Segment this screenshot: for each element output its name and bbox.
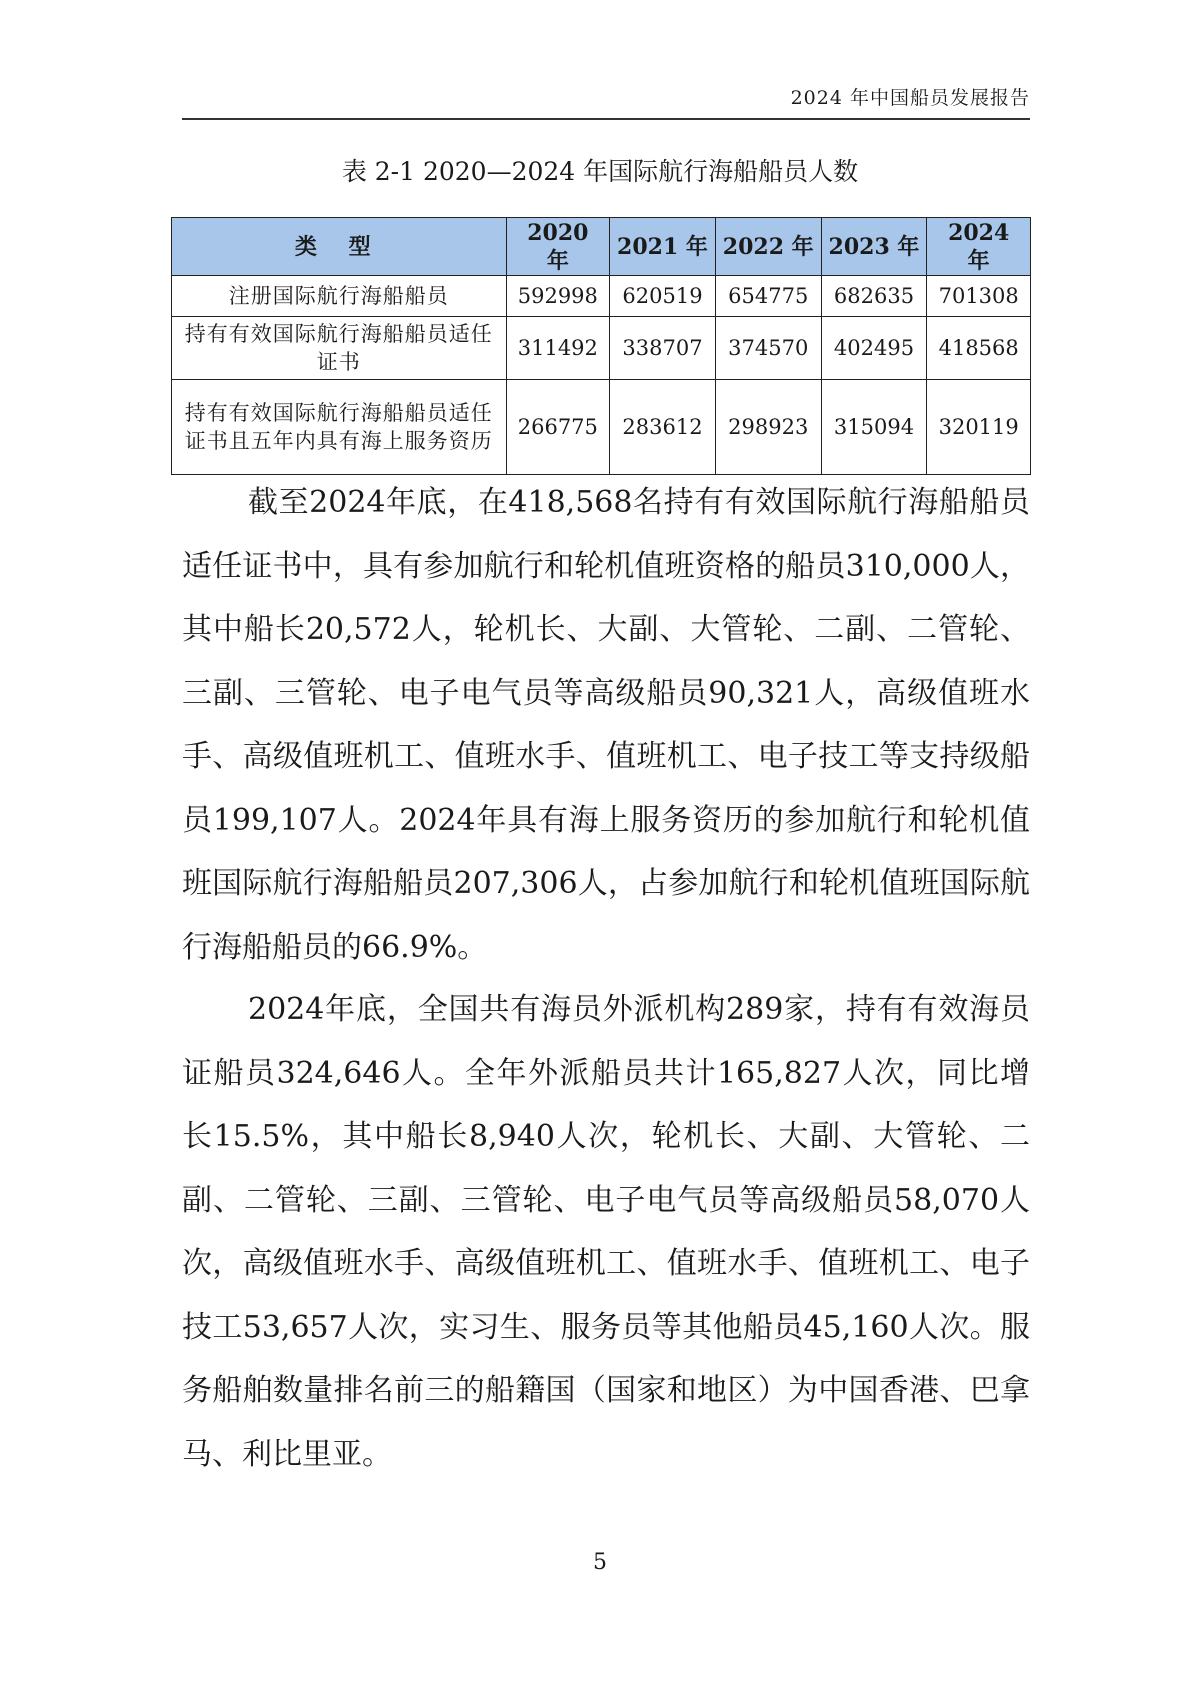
row-label: 注册国际航行海船船员	[172, 276, 507, 317]
body-paragraph: 2024年底，全国共有海员外派机构289家，持有有效海员证船员324,646人。全年外派船员共计165,827人次，同比增长15.5%，其中船长8,940人次，轮机长、大副、大管轮、二副、二管轮、三副、三管轮、电子电气员等高级船员58,070人次，高级值班水手、高级值班机工、值班水手、值班机工、电子技工53,657人次，实习生、服务员等其他船员45,160人次。服务船舶数量排名前三的船籍国（国家和地区）为中国香港、巴拿马、利比里亚。	[182, 992, 1030, 1472]
row-label: 持有有效国际航行海船船员适任证书且五年内具有海上服务资历	[172, 380, 507, 475]
table-row	[172, 276, 1031, 317]
running-header-title: 2024 年中国船员发展报告	[790, 87, 1030, 109]
column-header-2021: 2021 年	[610, 218, 716, 276]
crew-count-table	[171, 217, 1031, 475]
table-cell: 682635	[821, 276, 927, 317]
body-paragraph: 截至2024年底，在418,568名持有有效国际航行海船船员适任证书中，具有参加航行和轮机值班资格的船员310,000人，其中船长20,572人，轮机长、大副、大管轮、二副、二管轮、三副、三管轮、电子电气员等高级船员90,321人，高级值班水手、高级值班机工、值班水手、值班机工、电子技工等支持级船员199,107人。2024年具有海上服务资历的参加航行和轮机值班国际航行海船船员207,306人，占参加航行和轮机值班国际航行海船船员的66.9%。	[182, 485, 1030, 965]
table-cell: 315094	[821, 380, 927, 475]
column-header-2023: 2023 年	[821, 218, 927, 276]
table-cell: 592998	[506, 276, 610, 317]
table-cell: 620519	[610, 276, 716, 317]
table-cell: 311492	[506, 317, 610, 380]
table-cell: 402495	[821, 317, 927, 380]
table-cell: 266775	[506, 380, 610, 475]
table-cell: 654775	[715, 276, 821, 317]
table-cell: 338707	[610, 317, 716, 380]
table-cell: 374570	[715, 317, 821, 380]
column-header-2024: 2024 年	[927, 218, 1031, 276]
table-cell: 320119	[927, 380, 1031, 475]
column-header-2022: 2022 年	[715, 218, 821, 276]
table-caption: 表 2-1 2020—2024 年国际航行海船船员人数	[341, 157, 859, 186]
table-header-row	[172, 218, 1031, 276]
column-header-2020: 2020 年	[506, 218, 610, 276]
table-cell: 701308	[927, 276, 1031, 317]
running-header	[182, 84, 1030, 120]
row-label: 持有有效国际航行海船船员适任证书	[172, 317, 507, 380]
page-number: 5	[593, 1550, 607, 1575]
table-row	[172, 380, 1031, 475]
table-row	[172, 317, 1031, 380]
table-cell: 418568	[927, 317, 1031, 380]
column-header-type: 类 型	[172, 218, 507, 276]
table-cell: 283612	[610, 380, 716, 475]
table-cell: 298923	[715, 380, 821, 475]
